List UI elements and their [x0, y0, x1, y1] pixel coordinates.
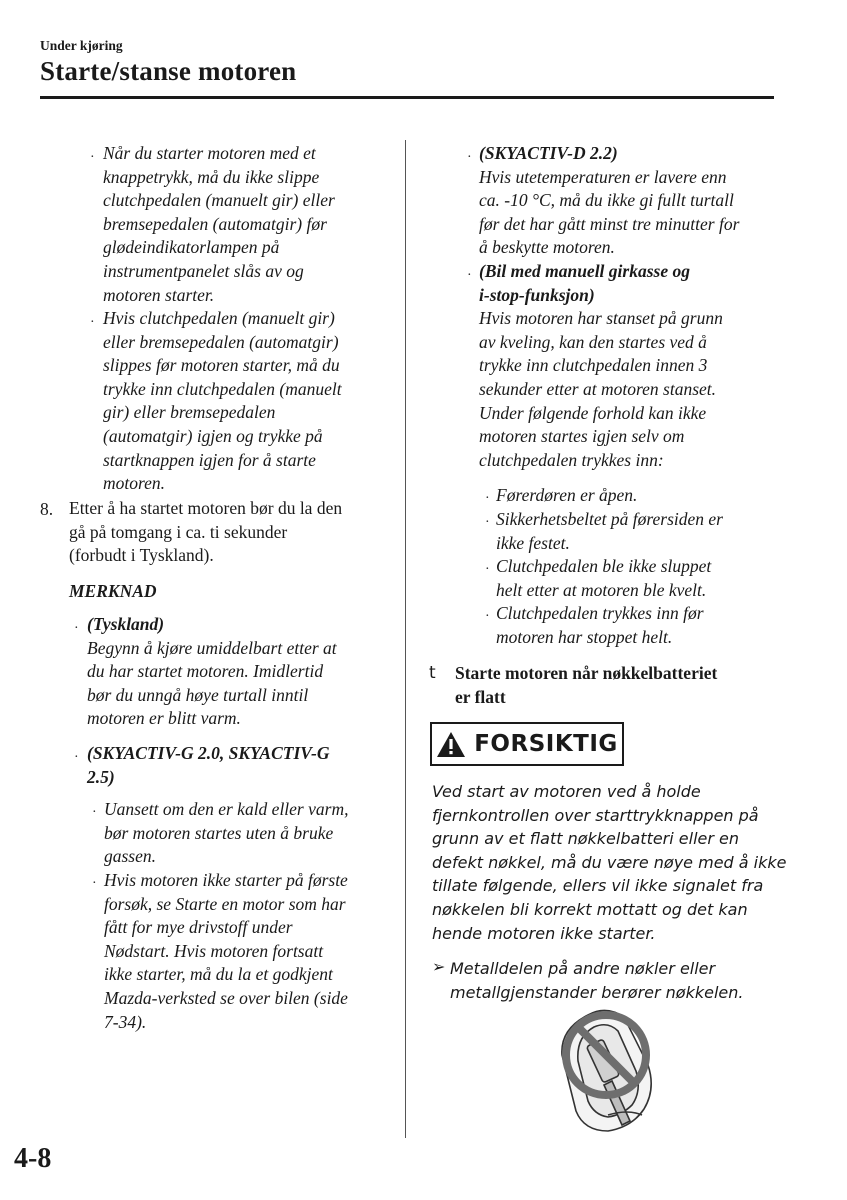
text-line: knappetrykk, må du ikke slippe: [103, 166, 320, 187]
text-line: nøkkelen bli korrekt mottatt og det kan: [432, 899, 748, 919]
text-line: eller bremsepedalen (automatgir): [103, 331, 339, 352]
istop-note: [479, 260, 723, 472]
flat-battery-heading: [455, 662, 717, 709]
bullet-marker: ·: [467, 150, 472, 165]
text-line: Hvis utetemperaturen er lavere enn: [479, 166, 727, 187]
text-line: (SKYACTIV-G 2.0, SKYACTIV-G: [87, 743, 330, 763]
text-line: Starte motoren når nøkkelbatteriet: [455, 663, 718, 683]
step-number: 8.: [40, 499, 54, 519]
text-line: (automatgir) igjen og trykke på: [103, 425, 323, 446]
bullet-marker: ·: [74, 750, 79, 765]
key-prohibited-illustration: [548, 1005, 668, 1135]
text-line: Når du starter motoren med et: [103, 143, 316, 163]
bullet-marker: ·: [485, 515, 490, 530]
pedal-release-note: [103, 307, 342, 496]
text-line: trykke inn clutchpedalen (manuelt: [103, 378, 342, 399]
condition-clutch-not-released: [496, 555, 711, 602]
text-line: av kveling, kan den startes ved å: [479, 331, 707, 352]
text-line: motoren starter.: [103, 284, 215, 305]
text-line: startknappen igjen for å starte: [103, 449, 316, 470]
text-line: (forbudt i Tyskland).: [69, 545, 214, 566]
bullet-marker: ·: [92, 805, 97, 820]
text-line: bremsepedalen (automatgir) før: [103, 213, 327, 234]
text-line: gassen.: [104, 846, 157, 867]
condition-clutch-pressed: [496, 602, 704, 649]
bullet-marker: ·: [90, 315, 95, 330]
text-line: fjernkontrollen over starttrykknappen på: [432, 805, 759, 825]
note-heading: MERKNAD: [69, 581, 157, 601]
skyactiv-g-heading: [87, 742, 329, 789]
text-line: fått for mye drivstoff under: [104, 917, 293, 938]
skyactiv-d-heading: (SKYACTIV-D 2.2): [479, 143, 618, 163]
caution-text: [432, 780, 787, 945]
bullet-marker: ·: [90, 150, 95, 165]
condition-seatbelt: [496, 508, 723, 555]
text-line: Ved start av motoren ved å holde: [432, 782, 701, 801]
text-line: grunn av et flatt nøkkelbatteri eller en: [432, 829, 740, 849]
text-line: Mazda-verksted se over bilen (side: [104, 987, 348, 1008]
cold-warm-note: [104, 798, 348, 869]
text-line: sekunder etter at motoren stanset.: [479, 378, 717, 399]
text-line: ikke festet.: [496, 532, 570, 553]
text-line: gå på tomgang i ca. ti sekunder: [69, 521, 288, 542]
text-line: hende motoren ikke starter.: [432, 923, 656, 943]
title-rule: [40, 96, 774, 99]
section-label: Under kjøring: [40, 38, 123, 53]
text-line: Metalldelen på andre nøkler eller: [450, 959, 716, 978]
text-line: slippes før motoren starter, må du: [103, 355, 340, 376]
step-8-text: [69, 497, 342, 568]
text-line: gir) eller bremsepedalen: [103, 402, 276, 423]
text-line: motoren.: [103, 473, 166, 494]
page-number: 4-8: [14, 1143, 52, 1174]
text-line: Clutchpedalen ble ikke sluppet: [496, 556, 712, 576]
bullet-marker: ·: [485, 609, 490, 624]
text-line: clutchpedalen (manuelt gir) eller: [103, 190, 335, 211]
text-line: tillate følgende, ellers vil ikke signalet fra: [432, 876, 764, 896]
bullet-marker: ·: [74, 621, 79, 636]
text-line: 7-34).: [104, 1011, 147, 1032]
text-line: du har startet motoren. Imidlertid: [87, 661, 324, 682]
text-line: instrumentpanelet slås av og: [103, 260, 304, 281]
text-line: clutchpedalen trykkes inn:: [479, 449, 664, 470]
text-line: ikke starter, må du la et godkjent: [104, 964, 333, 985]
text-line: Clutchpedalen trykkes inn før: [496, 603, 704, 623]
section-marker: t: [429, 663, 436, 683]
caution-label: FORSIKTIG: [474, 731, 618, 757]
text-line: defekt nøkkel, må du være nøye med å ikke: [432, 852, 787, 872]
text-line: (Bil med manuell girkasse og: [479, 261, 690, 281]
text-line: er flatt: [455, 686, 506, 707]
column-divider: [405, 140, 406, 1138]
text-line: forsøk, se Starte en motor som har: [104, 893, 346, 914]
text-line: motoren startes igjen selv om: [479, 426, 685, 447]
caution-box: [430, 722, 624, 766]
text-line: motoren er blitt varm.: [87, 708, 241, 729]
text-line: å beskytte motoren.: [479, 237, 615, 258]
text-line: bør motoren startes uten å bruke: [104, 822, 334, 843]
text-line: Etter å ha startet motoren bør du la den: [69, 498, 343, 518]
text-line: Sikkerhetsbeltet på førersiden er: [496, 509, 723, 529]
push-start-note: [103, 142, 335, 307]
bullet-marker: ·: [485, 491, 490, 506]
text-line: Førerdøren er åpen.: [496, 485, 638, 505]
germany-heading: (Tyskland): [87, 614, 165, 634]
arrow-bullet-icon: ➢: [432, 957, 446, 976]
text-line: i-stop-funksjon): [479, 284, 595, 305]
text-line: før det har gått minst tre minutter for: [479, 213, 740, 234]
no-start-note: [104, 869, 348, 1034]
text-line: Hvis motoren ikke starter på første: [104, 870, 348, 890]
bullet-marker: ·: [467, 268, 472, 283]
text-line: trykke inn clutchpedalen innen 3: [479, 355, 708, 376]
text-line: motoren har stoppet helt.: [496, 626, 673, 647]
germany-note: [87, 613, 337, 731]
text-line: Hvis clutchpedalen (manuelt gir): [103, 308, 335, 328]
bullet-marker: ·: [485, 562, 490, 577]
condition-door-open: [496, 484, 637, 508]
text-line: Begynn å kjøre umiddelbart etter at: [87, 637, 337, 658]
text-line: glødeindikatorlampen på: [103, 237, 280, 258]
text-line: Hvis motoren har stanset på grunn: [479, 308, 723, 329]
text-line: Under følgende forhold kan ikke: [479, 402, 707, 423]
text-line: Uansett om den er kald eller varm,: [104, 799, 349, 819]
text-line: metallgjenstander berører nøkkelen.: [450, 982, 744, 1002]
text-line: Nødstart. Hvis motoren fortsatt: [104, 940, 324, 961]
text-line: helt etter at motoren ble kvelt.: [496, 579, 707, 600]
text-line: ca. -10 °C, må du ikke gi fullt turtall: [479, 190, 734, 211]
text-line: 2.5): [87, 766, 115, 787]
page-title: Starte/stanse motoren: [40, 56, 297, 86]
warning-triangle-icon: [436, 731, 466, 758]
text-line: bør du unngå høye turtall inntil: [87, 684, 309, 705]
metal-contact-note: [450, 957, 743, 1004]
skyactiv-d-note: [479, 142, 739, 260]
bullet-marker: ·: [92, 876, 97, 891]
